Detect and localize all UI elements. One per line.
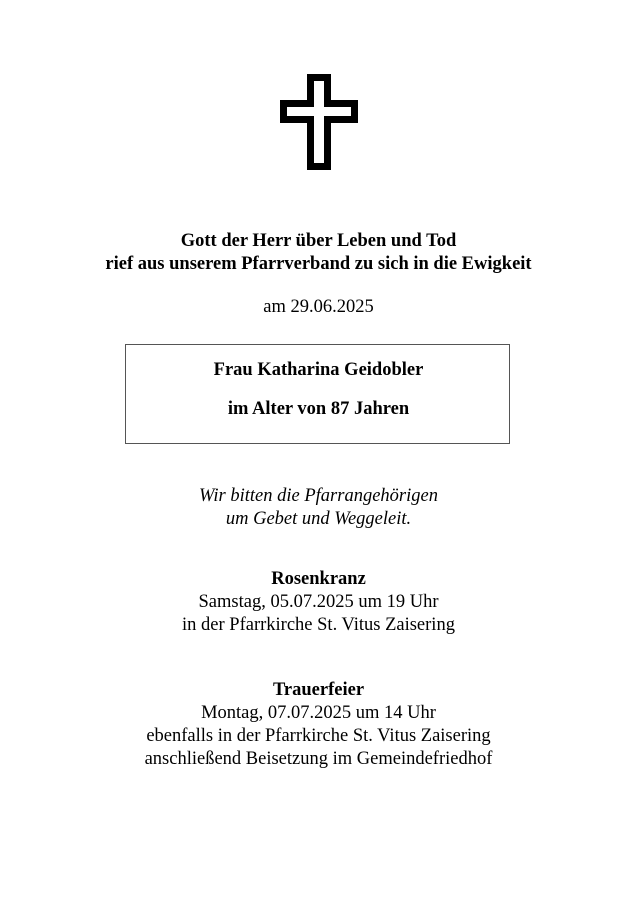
cross-icon — [279, 73, 359, 171]
funeral-after: anschließend Beisetzung im Gemeindefriedhof — [144, 749, 493, 769]
death-date: am 29.06.2025 — [263, 297, 374, 317]
deceased-name: Frau Katharina Geidobler — [213, 360, 424, 380]
request-line-1: Wir bitten die Pfarrangehörigen — [199, 486, 438, 506]
rosary-where: in der Pfarrkirche St. Vitus Zaisering — [182, 615, 455, 635]
deceased-box — [125, 344, 510, 444]
intro-line-2: rief aus unserem Pfarrverband zu sich in die Ewigkeit — [105, 254, 532, 274]
rosary-when: Samstag, 05.07.2025 um 19 Uhr — [198, 592, 439, 612]
rosary-title: Rosenkranz — [271, 569, 366, 589]
request-line-2: um Gebet und Weggeleit. — [225, 509, 412, 529]
funeral-title: Trauerfeier — [272, 680, 365, 700]
intro-line-1: Gott der Herr über Leben und Tod — [180, 231, 457, 251]
funeral-when: Montag, 07.07.2025 um 14 Uhr — [201, 703, 436, 723]
funeral-where: ebenfalls in der Pfarrkirche St. Vitus Zaisering — [146, 726, 491, 746]
deceased-age: im Alter von 87 Jahren — [227, 399, 410, 419]
